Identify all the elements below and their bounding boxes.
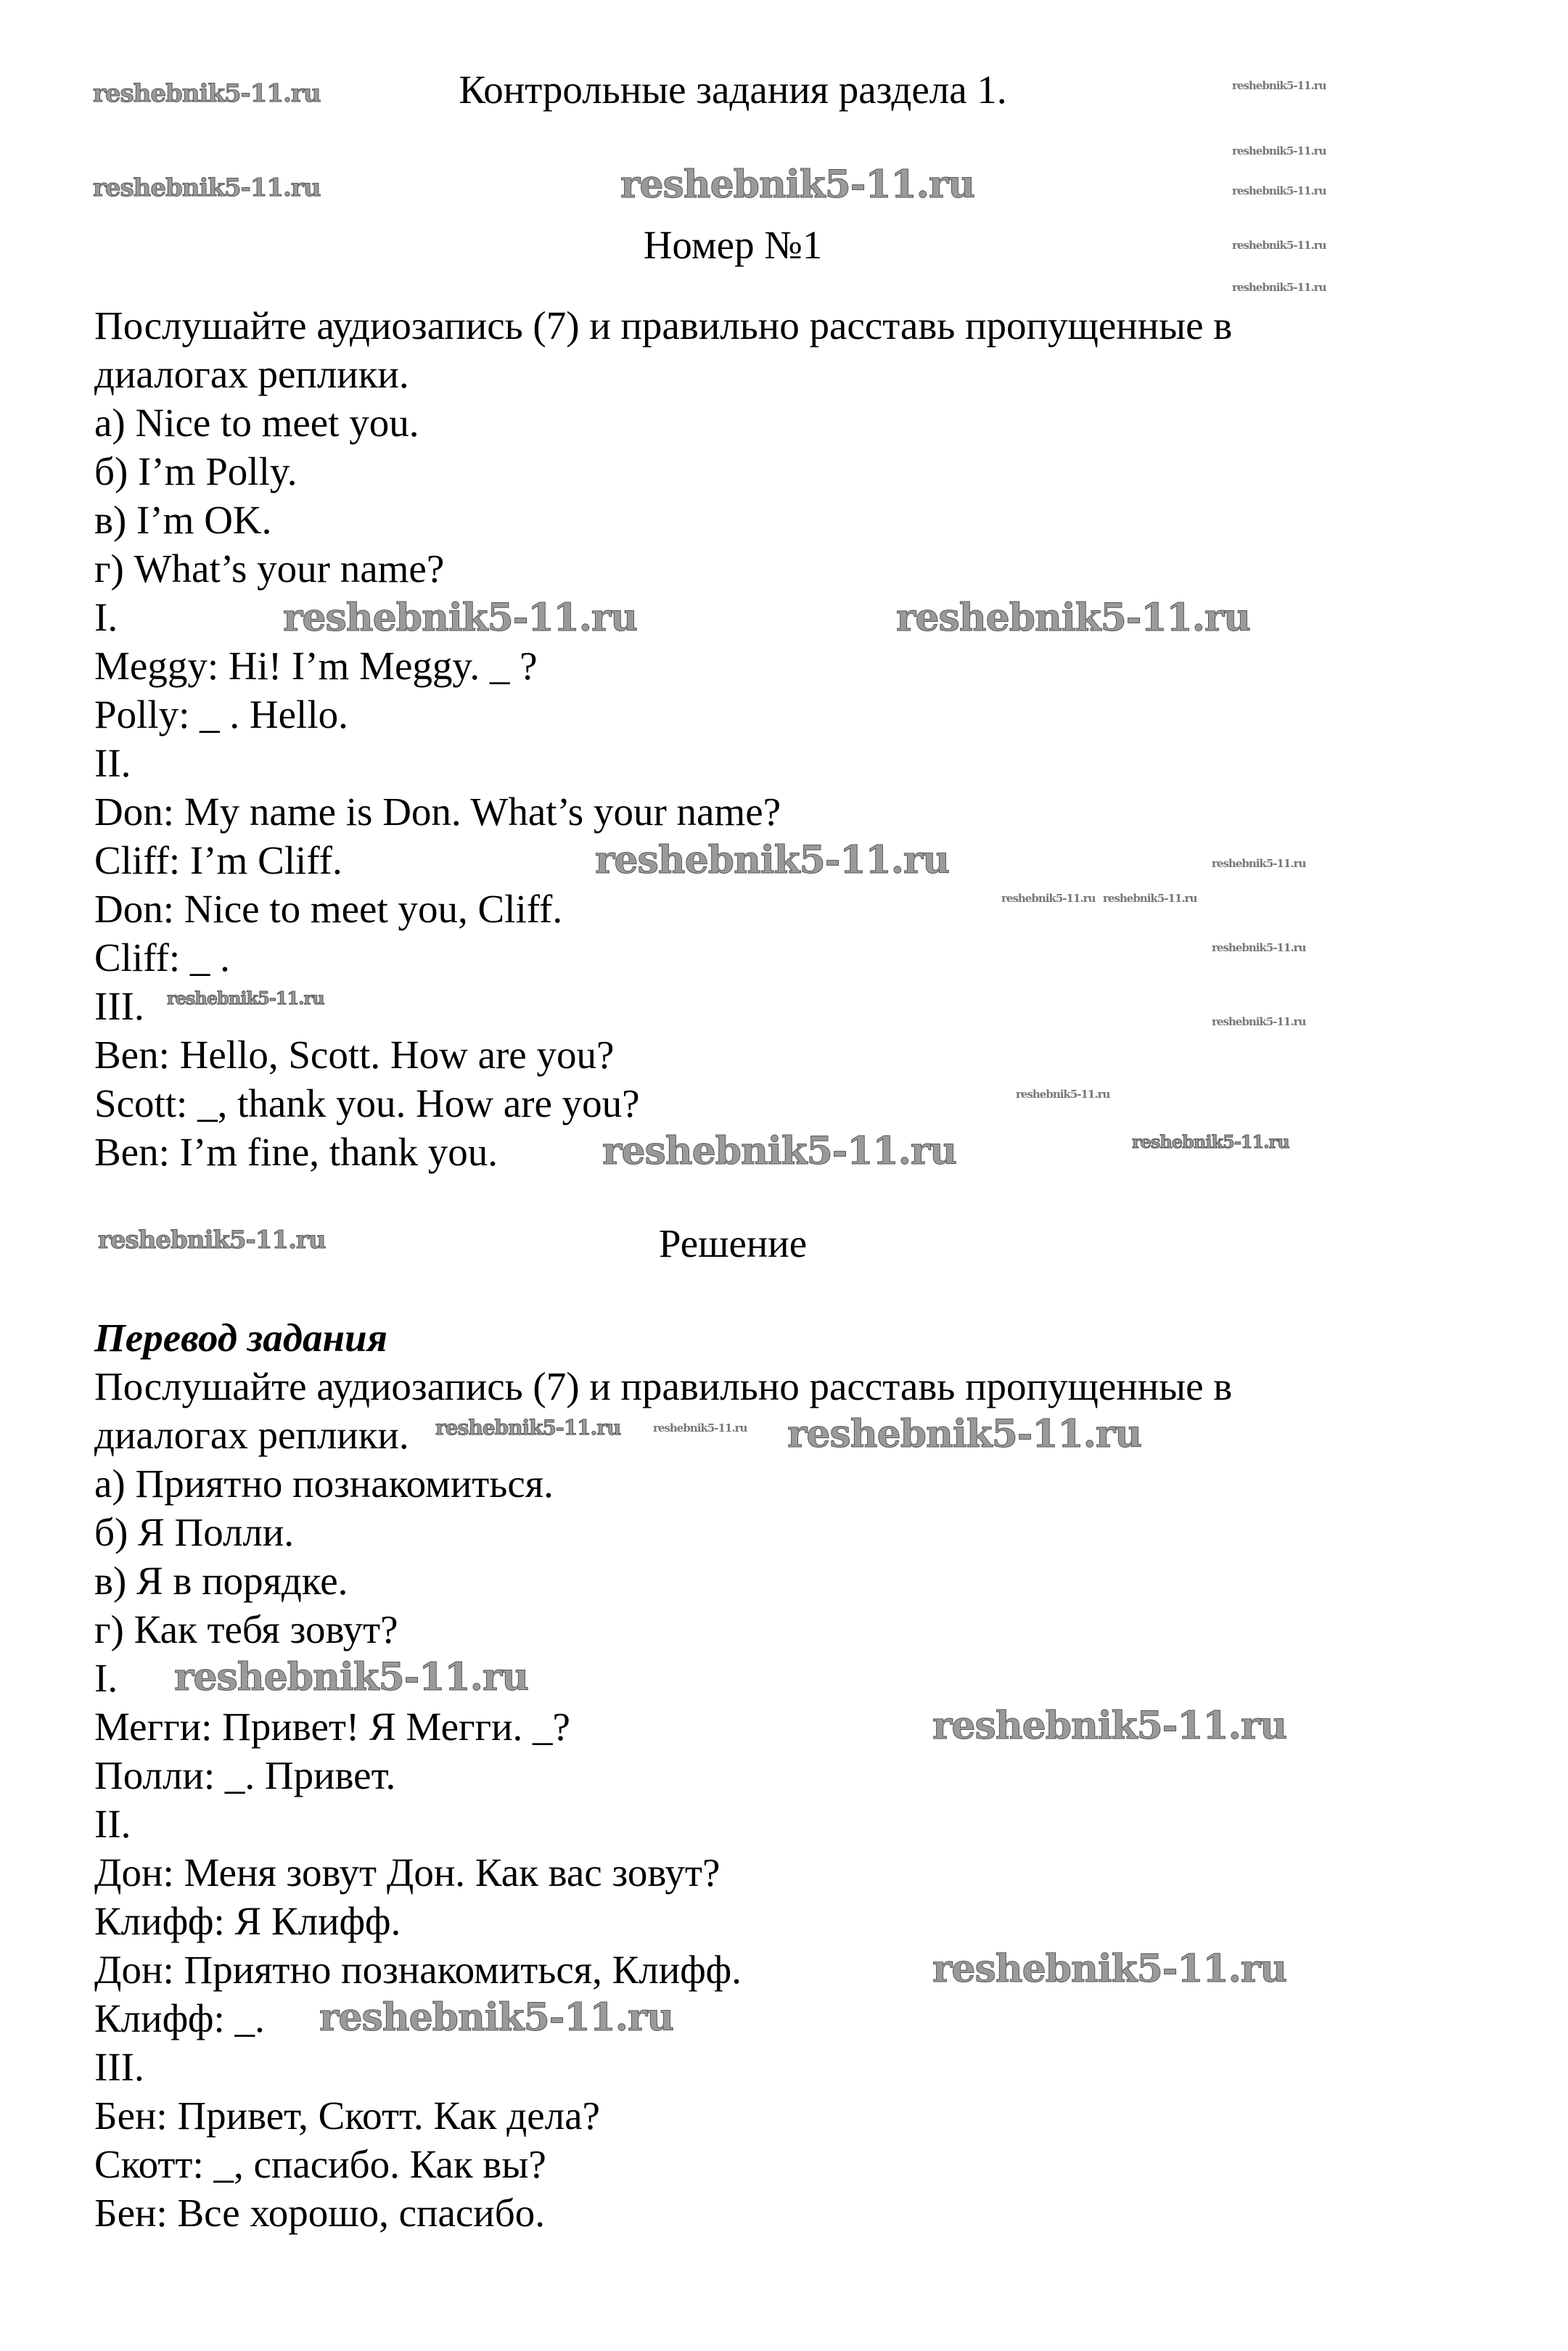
dialog-line: Cliff: _ . xyxy=(94,935,230,980)
dialog-label: II. xyxy=(94,1802,131,1846)
solution-heading: Решение xyxy=(658,1221,808,1265)
dialog-line: Полли: _. Привет. xyxy=(94,1753,396,1797)
watermark: reshebnik5-11.ru xyxy=(1232,281,1326,294)
watermark: reshebnik5-11.ru xyxy=(1232,184,1326,197)
watermark: reshebnik5-11.ru xyxy=(93,79,321,108)
translation-instruction: Послушайте аудиозапись (7) и правильно расставь пропущенные в xyxy=(94,1364,1233,1408)
watermark: reshebnik5-11.ru xyxy=(932,1704,1287,1748)
watermark: reshebnik5-11.ru xyxy=(1212,857,1306,870)
dialog-label: I. xyxy=(94,1656,118,1700)
watermark: reshebnik5-11.ru xyxy=(1212,941,1306,954)
watermark: reshebnik5-11.ru xyxy=(653,1421,747,1435)
option: б) I’m Polly. xyxy=(94,449,297,493)
option: г) Как тебя зовут? xyxy=(94,1607,398,1652)
dialog-line: Ben: Hello, Scott. How are you? xyxy=(94,1033,615,1077)
watermark: reshebnik5-11.ru xyxy=(1232,144,1326,157)
watermark: reshebnik5-11.ru xyxy=(1232,239,1326,252)
dialog-label: I. xyxy=(94,595,118,639)
dialog-line: Cliff: I’m Cliff. xyxy=(94,838,342,882)
watermark: reshebnik5-11.ru xyxy=(932,1947,1287,1991)
option: б) Я Полли. xyxy=(94,1510,295,1554)
dialog-line: Бен: Привет, Скотт. Как дела? xyxy=(94,2093,600,2138)
watermark: reshebnik5-11.ru xyxy=(1001,892,1096,905)
dialog-line: Don: My name is Don. What’s your name? xyxy=(94,789,781,834)
watermark: reshebnik5-11.ru xyxy=(787,1412,1142,1456)
task-number: Номер №1 xyxy=(643,223,823,267)
dialog-line: Meggy: Hi! I’m Meggy. _ ? xyxy=(94,644,538,688)
watermark: reshebnik5-11.ru xyxy=(602,1129,957,1173)
watermark: reshebnik5-11.ru xyxy=(167,988,324,1009)
watermark: reshebnik5-11.ru xyxy=(174,1655,529,1699)
watermark: reshebnik5-11.ru xyxy=(595,838,950,882)
watermark: reshebnik5-11.ru xyxy=(98,1226,326,1255)
watermark: reshebnik5-11.ru xyxy=(1132,1131,1289,1152)
translation-instruction: диалогах реплики. xyxy=(94,1413,409,1457)
dialog-line: Скотт: _, спасибо. Как вы? xyxy=(94,2142,546,2186)
dialog-line: Клифф: Я Клифф. xyxy=(94,1899,401,1943)
watermark: reshebnik5-11.ru xyxy=(1103,892,1197,905)
dialog-line: Дон: Приятно познакомиться, Клифф. xyxy=(94,1948,742,1992)
page-title: Контрольные задания раздела 1. xyxy=(459,67,1007,112)
dialog-label: III. xyxy=(94,984,144,1028)
watermark: reshebnik5-11.ru xyxy=(283,596,638,640)
option: в) Я в порядке. xyxy=(94,1559,348,1603)
watermark: reshebnik5-11.ru xyxy=(435,1416,621,1440)
dialog-line: Дон: Меня зовут Дон. Как вас зовут? xyxy=(94,1850,721,1895)
watermark: reshebnik5-11.ru xyxy=(896,596,1251,640)
dialog-line: Don: Nice to meet you, Cliff. xyxy=(94,887,563,931)
watermark: reshebnik5-11.ru xyxy=(93,173,321,202)
translation-heading: Перевод задания xyxy=(94,1316,387,1360)
option: в) I’m OK. xyxy=(94,498,272,542)
dialog-line: Scott: _, thank you. How are you? xyxy=(94,1081,640,1125)
task-instruction: диалогах реплики. xyxy=(94,352,409,396)
option: а) Приятно познакомиться. xyxy=(94,1461,554,1506)
watermark: reshebnik5-11.ru xyxy=(620,163,975,207)
dialog-label: III. xyxy=(94,2045,144,2089)
dialog-line: Мегги: Привет! Я Мегги. _? xyxy=(94,1704,570,1749)
dialog-line: Ben: I’m fine, thank you. xyxy=(94,1130,498,1174)
watermark: reshebnik5-11.ru xyxy=(319,1995,674,2040)
watermark: reshebnik5-11.ru xyxy=(1212,1015,1306,1028)
watermark: reshebnik5-11.ru xyxy=(1232,79,1326,92)
watermark: reshebnik5-11.ru xyxy=(1016,1088,1110,1101)
dialog-label: II. xyxy=(94,741,131,785)
option: г) What’s your name? xyxy=(94,546,445,591)
option: а) Nice to meet you. xyxy=(94,401,419,445)
dialog-line: Бен: Все хорошо, спасибо. xyxy=(94,2191,545,2235)
dialog-line: Клифф: _. xyxy=(94,1996,265,2040)
task-instruction: Послушайте аудиозапись (7) и правильно расставь пропущенные в xyxy=(94,303,1233,348)
dialog-line: Polly: _ . Hello. xyxy=(94,692,348,737)
